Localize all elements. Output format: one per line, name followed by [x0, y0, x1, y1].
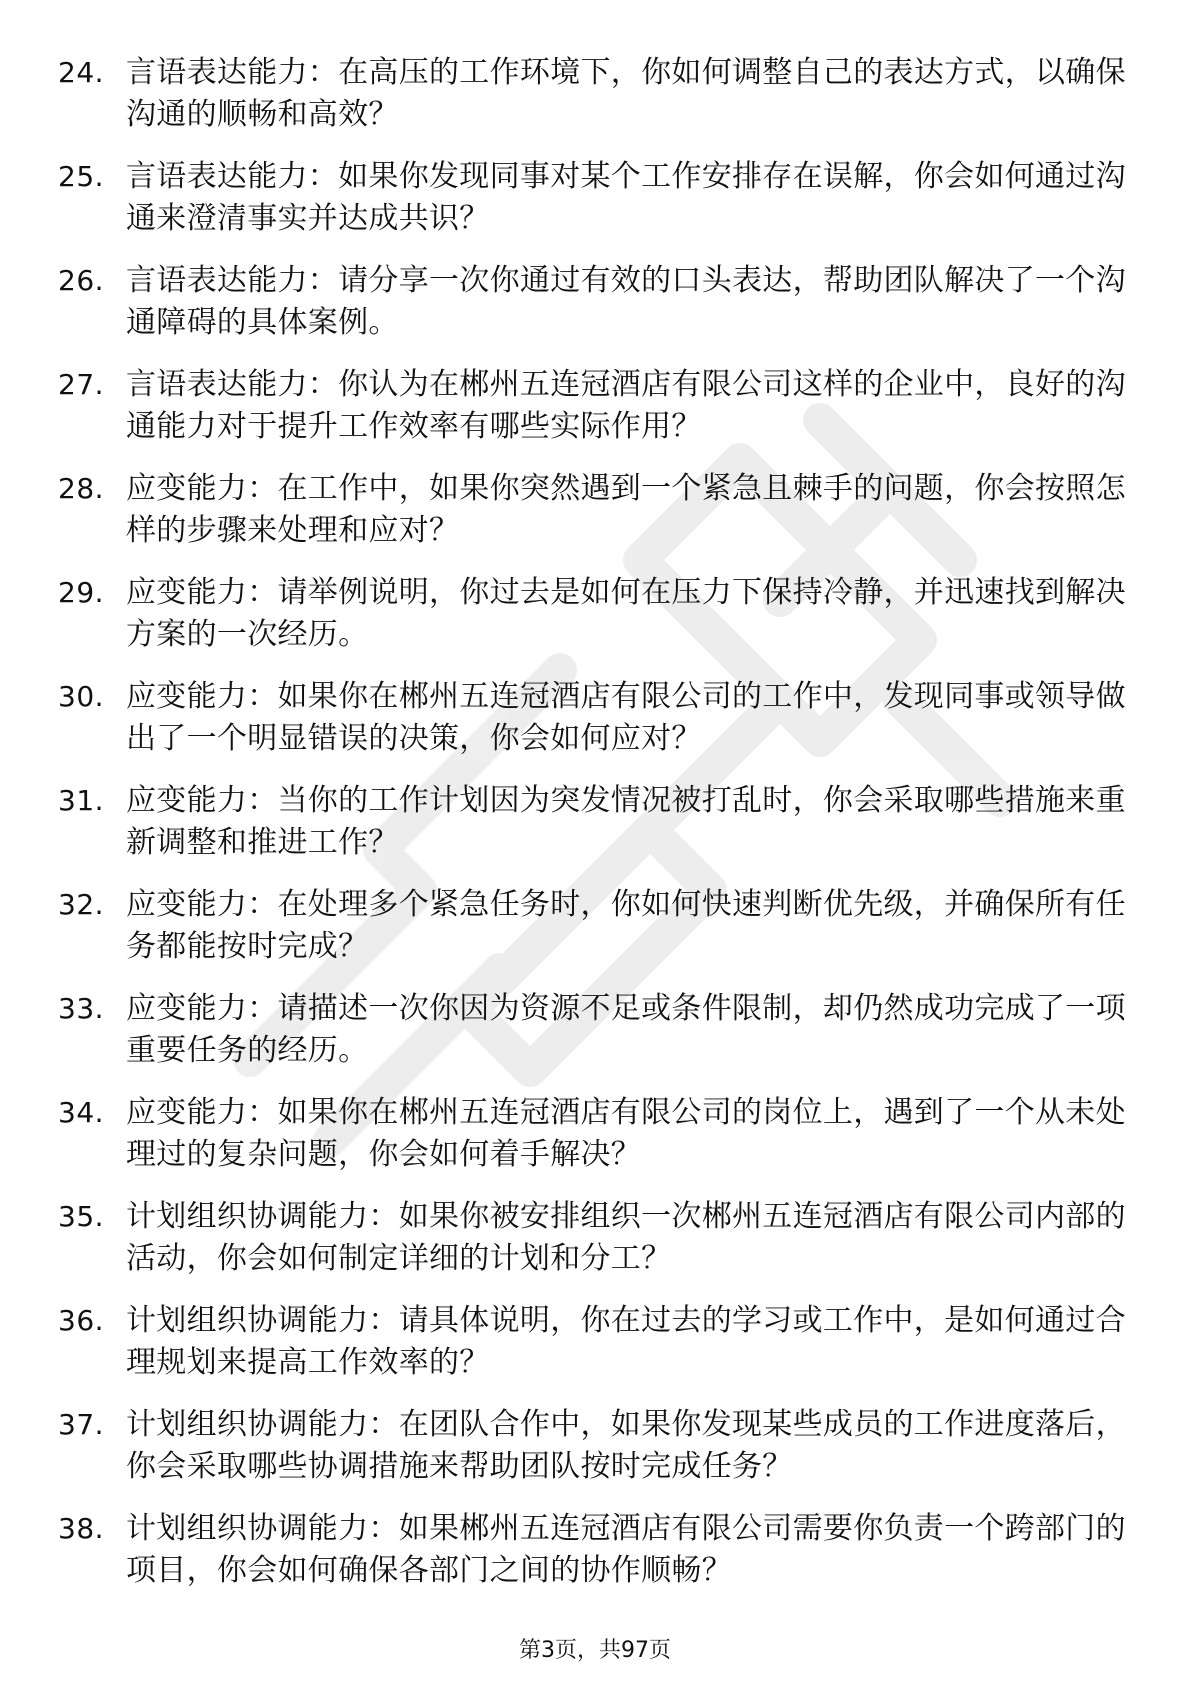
question-text: 应变能力：如果你在郴州五连冠酒店有限公司的岗位上，遇到了一个从未处理过的复杂问题，你会如何着手解决？ — [126, 1095, 1126, 1172]
question-number: 32. — [58, 888, 105, 921]
question-text: 计划组织协调能力：在团队合作中，如果你发现某些成员的工作进度落后，你会采取哪些协调措施来帮助团队按时完成任务？ — [126, 1407, 1126, 1484]
question-number: 35. — [58, 1200, 105, 1233]
question-number: 36. — [58, 1304, 105, 1337]
question-number: 33. — [58, 992, 105, 1025]
question-text: 应变能力：请举例说明，你过去是如何在压力下保持冷静，并迅速找到解决方案的一次经历。 — [126, 575, 1126, 652]
question-text: 计划组织协调能力：如果郴州五连冠酒店有限公司需要你负责一个跨部门的项目，你会如何确保各部门之间的协作顺畅？ — [126, 1511, 1126, 1588]
question-number: 26. — [58, 264, 105, 297]
question-text: 应变能力：请描述一次你因为资源不足或条件限制，却仍然成功完成了一项重要任务的经历。 — [126, 991, 1126, 1068]
question-number: 25. — [58, 160, 105, 193]
list-item — [58, 572, 1128, 676]
question-text: 计划组织协调能力：请具体说明，你在过去的学习或工作中，是如何通过合理规划来提高工作效率的？ — [126, 1303, 1126, 1380]
question-number: 28. — [58, 472, 105, 505]
question-list — [58, 52, 1128, 1612]
list-item — [58, 676, 1128, 780]
question-text: 应变能力：当你的工作计划因为突发情况被打乱时，你会采取哪些措施来重新调整和推进工作？ — [126, 783, 1126, 860]
list-item — [58, 52, 1128, 156]
question-number: 27. — [58, 368, 105, 401]
list-item — [58, 1196, 1128, 1300]
question-text: 言语表达能力：请分享一次你通过有效的口头表达，帮助团队解决了一个沟通障碍的具体案例。 — [126, 263, 1126, 340]
question-number: 29. — [58, 576, 105, 609]
question-text: 应变能力：在处理多个紧急任务时，你如何快速判断优先级，并确保所有任务都能按时完成？ — [126, 887, 1126, 964]
question-text: 应变能力：在工作中，如果你突然遇到一个紧急且棘手的问题，你会按照怎样的步骤来处理和应对？ — [126, 471, 1126, 548]
question-text: 计划组织协调能力：如果你被安排组织一次郴州五连冠酒店有限公司内部的活动，你会如何制定详细的计划和分工？ — [126, 1199, 1126, 1276]
question-text: 应变能力：如果你在郴州五连冠酒店有限公司的工作中，发现同事或领导做出了一个明显错误的决策，你会如何应对？ — [126, 679, 1126, 756]
question-number: 34. — [58, 1096, 105, 1129]
list-item — [58, 1404, 1128, 1508]
list-item — [58, 1300, 1128, 1404]
list-item — [58, 780, 1128, 884]
list-item — [58, 364, 1128, 468]
page-footer: 第3页，共97页 — [519, 1638, 671, 1663]
question-text: 言语表达能力：在高压的工作环境下，你如何调整自己的表达方式，以确保沟通的顺畅和高效？ — [126, 55, 1126, 132]
question-number: 37. — [58, 1408, 105, 1441]
list-item — [58, 156, 1128, 260]
question-text: 言语表达能力：你认为在郴州五连冠酒店有限公司这样的企业中，良好的沟通能力对于提升工作效率有哪些实际作用？ — [126, 367, 1126, 444]
list-item — [58, 988, 1128, 1092]
question-text: 言语表达能力：如果你发现同事对某个工作安排存在误解，你会如何通过沟通来澄清事实并达成共识？ — [126, 159, 1126, 236]
question-number: 31. — [58, 784, 105, 817]
list-item — [58, 1092, 1128, 1196]
list-item — [58, 884, 1128, 988]
question-number: 24. — [58, 56, 105, 89]
question-number: 30. — [58, 680, 105, 713]
list-item — [58, 1508, 1128, 1612]
list-item — [58, 468, 1128, 572]
list-item — [58, 260, 1128, 364]
question-number: 38. — [58, 1512, 105, 1545]
